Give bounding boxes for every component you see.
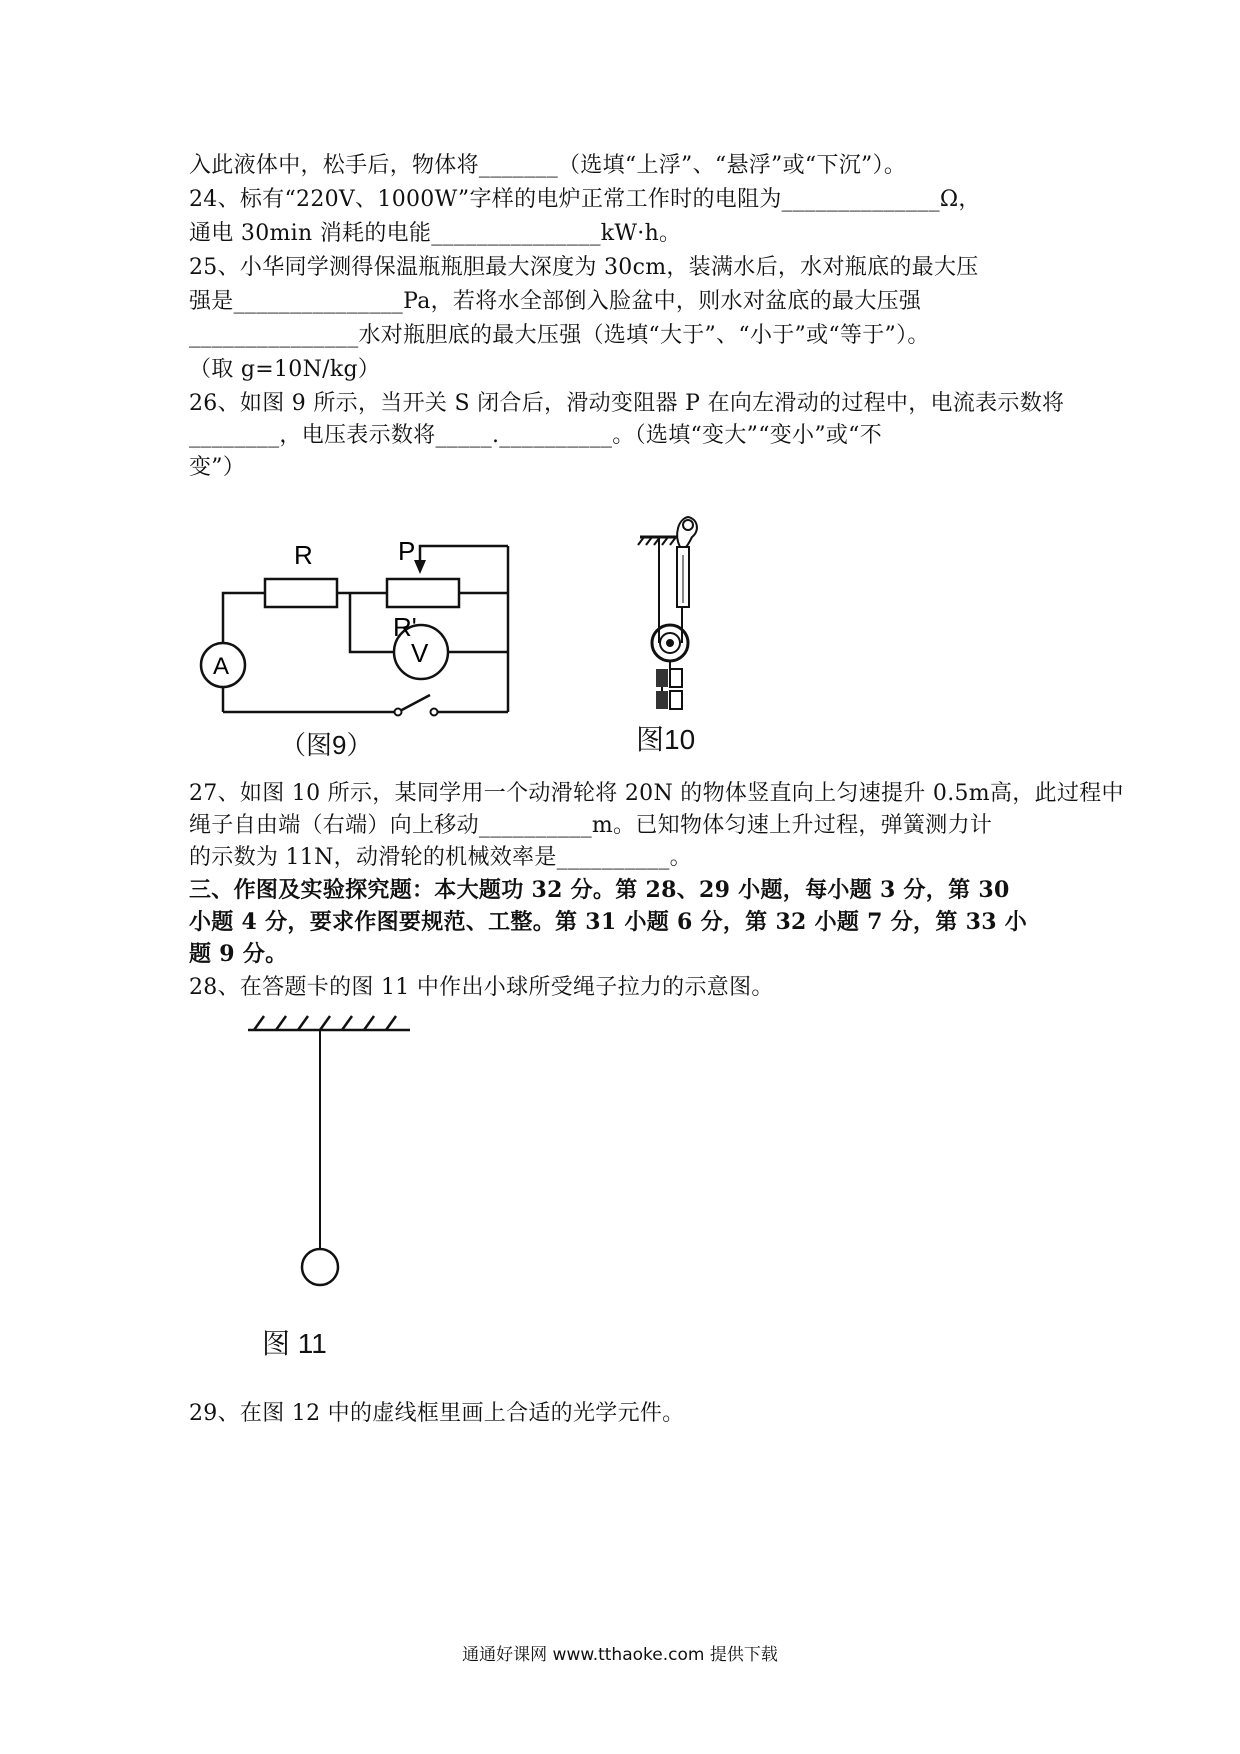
question-26-line-2: ________，电压表示数将_____.__________。（选填“变大”“变小”或“不 (189, 423, 883, 448)
weight-2 (656, 691, 668, 709)
question-25-line-2: 强是_______________Pa，若将水全部倒入脸盆中，则水对盆底的最大压强 (189, 289, 922, 314)
figure-11-pendulum (240, 1010, 420, 1300)
question-26-line-3: 变”） (189, 455, 246, 480)
question-26-line-1: 26、如图 9 所示，当开关 S 闭合后，滑动变阻器 P 在向左滑动的过程中，电流表示数将 (189, 391, 1065, 416)
weight-1 (656, 669, 668, 687)
slider-arrow (414, 560, 426, 574)
figure-9-caption: （图9） (280, 730, 373, 760)
figure-11-caption: 图 11 (262, 1328, 327, 1359)
figure-10-caption: 图10 (636, 724, 696, 755)
section-3-heading-line-1: 三、作图及实验探究题：本大题功 32 分。第 28、29 小题，每小题 3 分，第 30 (189, 877, 1010, 903)
label-a: A (213, 653, 230, 680)
question-27-line-3: 的示数为 11N，动滑轮的机械效率是__________。 (189, 845, 692, 870)
rheostat-r-prime (387, 579, 459, 607)
section-3-heading-line-2: 小题 4 分，要求作图要规范、工整。第 31 小题 6 分，第 32 小题 7 分，第 33 小 (189, 909, 1028, 935)
question-25-line-4: （取 g=10N/kg） (189, 357, 381, 382)
ball (302, 1249, 338, 1285)
label-r-prime: R' (393, 612, 417, 642)
label-v: V (411, 638, 429, 668)
question-27-line-2: 绳子自由端（右端）向上移动__________m。已知物体匀速上升过程，弹簧测力计 (189, 813, 993, 838)
question-25-line-1: 25、小华同学测得保温瓶瓶胆最大深度为 30cm，装满水后，水对瓶底的最大压 (189, 255, 979, 280)
question-27-line-1: 27、如图 10 所示，某同学用一个动滑轮将 20N 的物体竖直向上匀速提升 0.5m高，此过程中 (189, 781, 1124, 806)
label-r: R (294, 540, 313, 570)
question-29: 29、在图 12 中的虚线框里画上合适的光学元件。 (189, 1401, 685, 1426)
footer: 通通好课网 www.tthaoke.com 提供下载 (462, 1645, 778, 1665)
label-p: P (398, 536, 416, 566)
resistor-r (265, 579, 337, 607)
question-28: 28、在答题卡的图 11 中作出小球所受绳子拉力的示意图。 (189, 975, 774, 1000)
text-line-1: 入此液体中，松手后，物体将_______（选填“上浮”、“悬浮”或“下沉”）。 (189, 153, 907, 178)
question-24-line-2: 通电 30min 消耗的电能_______________kW·h。 (189, 221, 682, 246)
question-25-line-3: _______________水对瓶胆底的最大压强（选填“大于”、“小于”或“等于”）。 (189, 323, 930, 348)
figure-10-pulley (630, 515, 750, 725)
question-24-line-1: 24、标有“220V、1000W”字样的电炉正常工作时的电阻为______________Ω， (189, 187, 981, 212)
section-3-heading-line-3: 题 9 分。 (189, 941, 288, 967)
